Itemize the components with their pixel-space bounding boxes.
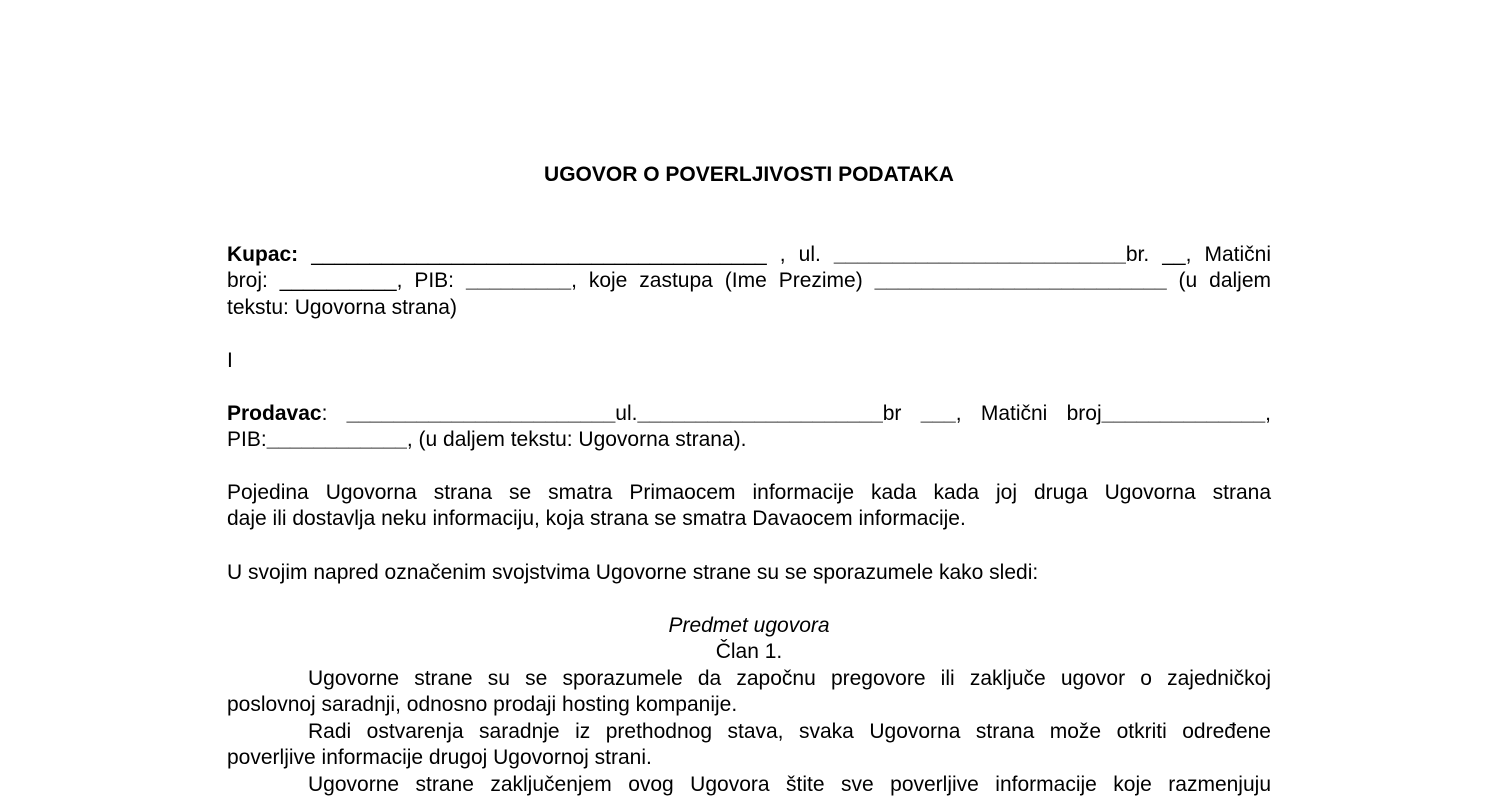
article-para-1-line1: Ugovorne strane su se sporazumele da započnu pregovore ili zaključe ugovor o zajedničkoj bbox=[308, 667, 1271, 690]
kupac-broj-pib: broj: __________, PIB: bbox=[227, 269, 466, 292]
kupac-street-blank: _________________________ bbox=[833, 243, 1126, 266]
kupac-ul: , ul. bbox=[766, 243, 834, 266]
prodavac-daljem: , (u daljem tekstu: Ugovorna strana). bbox=[406, 428, 747, 451]
para1-line2: daje ili dostavlja neku informaciju, koja strana se smatra Davaocem informacije. bbox=[227, 507, 966, 530]
prodavac-mb: , Matični broj bbox=[955, 402, 1102, 425]
prodavac-br-blank: ___ bbox=[920, 402, 956, 425]
article-para-2-line2: poverljive informacije drugoj Ugovornoj strani. bbox=[227, 746, 652, 769]
prodavac-line-2 bbox=[227, 427, 1271, 453]
kupac-daljem: (u daljem bbox=[1166, 269, 1272, 292]
kupac-pib-blank: _________ bbox=[465, 269, 572, 292]
prodavac-comma: , bbox=[1265, 402, 1271, 425]
kupac-line-2 bbox=[227, 268, 1271, 294]
prodavac-pib: PIB: bbox=[227, 428, 267, 451]
para1-line1: Pojedina Ugovorna strana se smatra Primaocem informacije kada kada joj druga Ugovorna strana bbox=[227, 481, 1271, 504]
kupac-name-blank: _______________________________________ bbox=[311, 243, 767, 266]
prodavac-name-blank: _______________________ bbox=[346, 402, 616, 425]
article-para-1-line2: poslovnoj saradnji, odnosno prodaji hosting kompanije. bbox=[227, 693, 738, 716]
prodavac-pib-blank: ____________ bbox=[266, 428, 407, 451]
prodavac-label: Prodavac bbox=[227, 402, 322, 425]
article-para-2-line1: Radi ostvarenja saradnje iz prethodnog stava, svaka Ugovorna strana može otkriti određene bbox=[308, 720, 1271, 743]
document-title: UGOVOR O POVERLJIVOSTI PODATAKA bbox=[544, 163, 954, 186]
kupac-rep-blank: _________________________ bbox=[874, 269, 1167, 292]
conjunction: I bbox=[227, 349, 233, 372]
kupac-br: br. __, Matični bbox=[1125, 243, 1271, 266]
kupac-label: Kupac: bbox=[227, 243, 299, 266]
article-heading: Član 1. bbox=[715, 640, 783, 663]
kupac-line-1 bbox=[227, 242, 1271, 268]
kupac-line-3: tekstu: Ugovorna strana) bbox=[227, 296, 457, 319]
prodavac-colon: : bbox=[321, 402, 347, 425]
prodavac-line-1 bbox=[227, 401, 1271, 427]
para2: U svojim napred označenim svojstvima Ugovorne strane su se sporazumele kako sledi: bbox=[227, 561, 1039, 584]
kupac-zastupa: , koje zastupa (Ime Prezime) bbox=[571, 269, 875, 292]
section-title: Predmet ugovora bbox=[668, 614, 830, 637]
article-para-3-line1: Ugovorne strane zaključenjem ovog Ugovora štite sve poverljive informacije koje razmenjuju bbox=[308, 773, 1271, 796]
prodavac-mb-blank: ______________ bbox=[1101, 402, 1266, 425]
prodavac-street-blank: _____________________ bbox=[637, 402, 883, 425]
prodavac-br: br bbox=[882, 402, 921, 425]
prodavac-ul: ul. bbox=[615, 402, 638, 425]
